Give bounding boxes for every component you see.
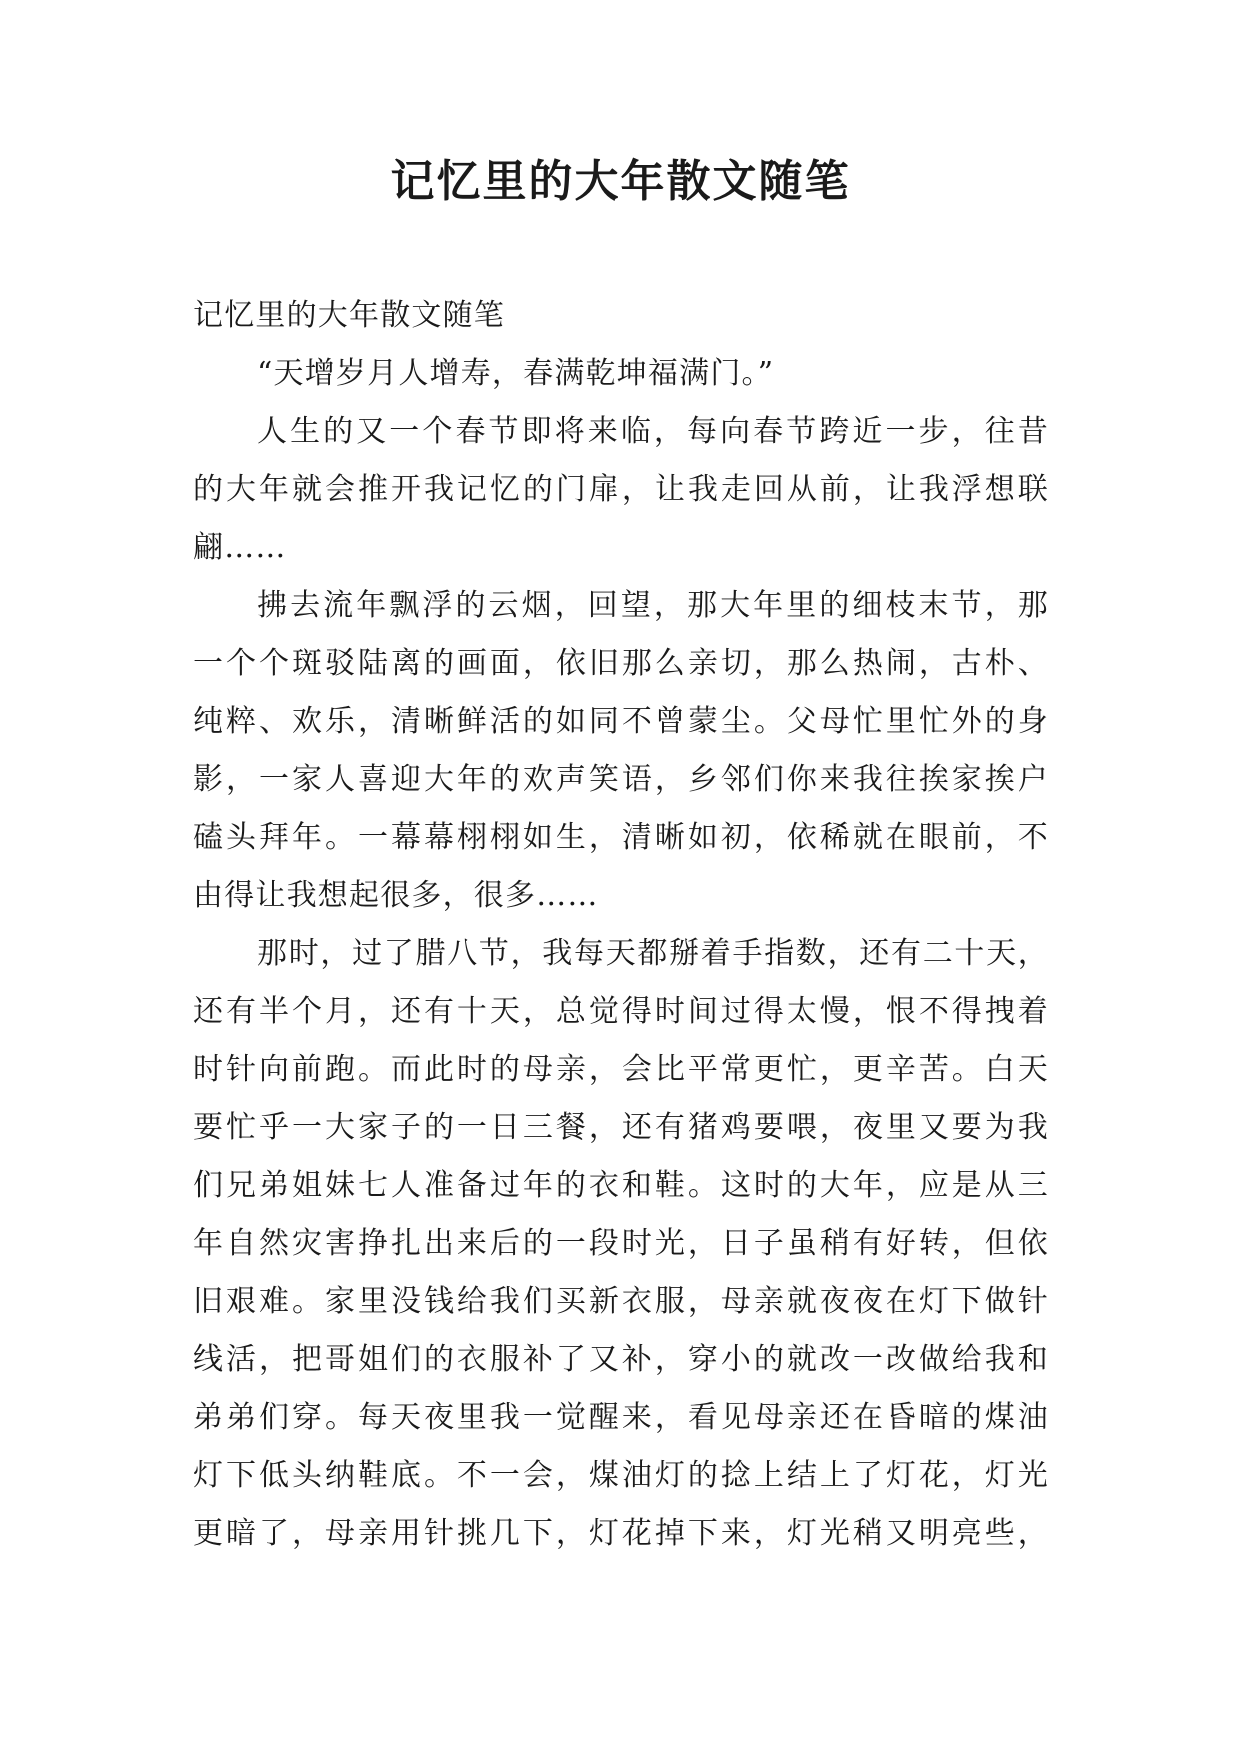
paragraph-4-line-11: 更暗了，母亲用针挑几下，灯花掉下来，灯光稍又明亮些， <box>193 1516 1049 1551</box>
paragraph-4-line-10: 灯下低头纳鞋底。不一会，煤油灯的捻上结上了灯花，灯光 <box>193 1458 1049 1493</box>
paragraph-3-line-6: 由得让我想起很多，很多…… <box>193 878 599 913</box>
paragraph-4-line-8: 线活，把哥姐们的衣服补了又补，穿小的就改一改做给我和 <box>193 1342 1049 1377</box>
paragraph-3-line-5: 磕头拜年。一幕幕栩栩如生，清晰如初，依稀就在眼前，不 <box>193 820 1049 855</box>
document-title: 记忆里的大年散文随笔 <box>390 156 851 207</box>
paragraph-3-line-4: 影，一家人喜迎大年的欢声笑语，乡邻们你来我往挨家挨户 <box>193 762 1049 797</box>
paragraph-4-line-6: 年自然灾害挣扎出来后的一段时光，日子虽稍有好转，但依 <box>193 1226 1049 1261</box>
paragraph-3-line-3: 纯粹、欢乐，清晰鲜活的如同不曾蒙尘。父母忙里忙外的身 <box>193 704 1049 739</box>
paragraph-2-line-2: 的大年就会推开我记忆的门扉，让我走回从前，让我浮想联 <box>193 472 1049 507</box>
subtitle: 记忆里的大年散文随笔 <box>193 298 505 333</box>
paragraph-1-line-1: “天增岁月人增寿，春满乾坤福满门。” <box>257 356 775 391</box>
paragraph-2-line-3: 翩…… <box>193 530 287 565</box>
paragraph-3-line-1: 拂去流年飘浮的云烟，回望，那大年里的细枝末节，那 <box>257 588 1049 623</box>
paragraph-2-line-1: 人生的又一个春节即将来临，每向春节跨近一步，往昔 <box>257 414 1049 449</box>
paragraph-4-line-4: 要忙乎一大家子的一日三餐，还有猪鸡要喂，夜里又要为我 <box>193 1110 1049 1145</box>
paragraph-4-line-1: 那时，过了腊八节，我每天都掰着手指数，还有二十天， <box>257 936 1049 971</box>
paragraph-4-line-9: 弟弟们穿。每天夜里我一觉醒来，看见母亲还在昏暗的煤油 <box>193 1400 1049 1435</box>
paragraph-4-line-7: 旧艰难。家里没钱给我们买新衣服，母亲就夜夜在灯下做针 <box>193 1284 1049 1319</box>
document-body <box>193 287 1049 1563</box>
paragraph-4-line-2: 还有半个月，还有十天，总觉得时间过得太慢，恨不得拽着 <box>193 994 1049 1029</box>
paragraph-4-line-3: 时针向前跑。而此时的母亲，会比平常更忙，更辛苦。白天 <box>193 1052 1049 1087</box>
paragraph-3-line-2: 一个个斑驳陆离的画面，依旧那么亲切，那么热闹，古朴、 <box>193 646 1049 681</box>
paragraph-4-line-5: 们兄弟姐妹七人准备过年的衣和鞋。这时的大年，应是从三 <box>193 1168 1049 1203</box>
